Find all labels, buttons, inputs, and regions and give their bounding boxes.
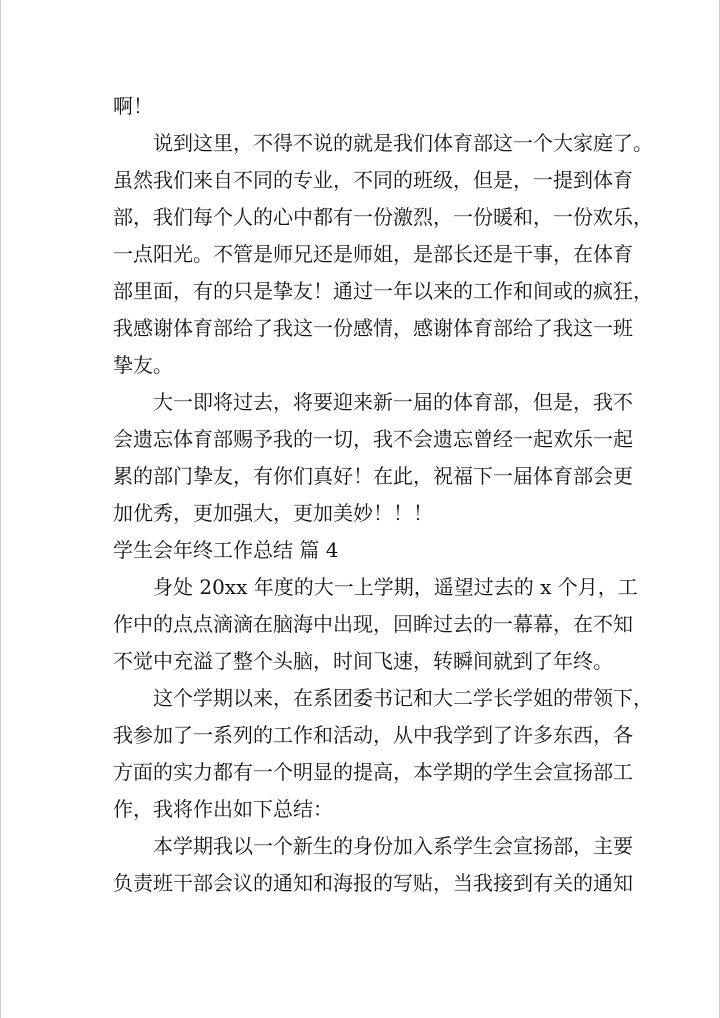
paragraph-line: 这个学期以来，在系团委书记和大二学长学姐的带领下， — [153, 686, 653, 710]
paragraph-line: 不觉中充溢了整个头脑，时间飞速，转瞬间就到了年终。 — [113, 649, 613, 673]
document-body — [113, 88, 653, 902]
paragraph-line: 部，我们每个人的心中都有一份激烈，一份暖和，一份欢乐， — [113, 205, 653, 229]
section-heading: 学生会年终工作总结 篇 4 — [113, 538, 339, 562]
paragraph-line: 一点阳光。不管是师兄还是师姐，是部长还是干事，在体育 — [113, 242, 633, 266]
paragraph-line: 我参加了一系列的工作和活动，从中我学到了许多东西，各 — [113, 723, 633, 747]
paragraph-line: 我感谢体育部给了我这一份感情，感谢体育部给了我这一班 — [113, 316, 633, 340]
paragraph-line: 挚友。 — [113, 353, 173, 377]
paragraph-line: 虽然我们来自不同的专业，不同的班级，但是，一提到体育 — [113, 168, 633, 192]
paragraph-line: 作中的点点滴滴在脑海中出现，回眸过去的一幕幕，在不知 — [113, 612, 633, 636]
paragraph-line: 会遗忘体育部赐予我的一切，我不会遗忘曾经一起欢乐一起 — [113, 427, 633, 451]
paragraph-line: 负责班干部会议的通知和海报的写贴，当我接到有关的通知 — [113, 871, 633, 895]
paragraph-line: 加优秀，更加强大，更加美妙！！！ — [113, 501, 433, 525]
paragraph-line: 啊！ — [113, 94, 153, 118]
paragraph-line: 累的部门挚友，有你们真好！在此，祝福下一届体育部会更 — [113, 464, 633, 488]
paragraph-line: 本学期我以一个新生的身份加入系学生会宣扬部，主要 — [153, 834, 633, 858]
paragraph-line: 方面的实力都有一个明显的提高，本学期的学生会宣扬部工 — [113, 760, 633, 784]
paragraph-line: 说到这里，不得不说的就是我们体育部这一个大家庭了。 — [153, 131, 653, 155]
paragraph-line: 身处 20xx 年度的大一上学期，遥望过去的 x 个月，工 — [153, 575, 638, 599]
paragraph-line: 部里面，有的只是挚友！通过一年以来的工作和间或的疯狂， — [113, 279, 653, 303]
paragraph-line: 作，我将作出如下总结： — [113, 797, 333, 821]
paragraph-line: 大一即将过去，将要迎来新一届的体育部，但是，我不 — [153, 390, 633, 414]
